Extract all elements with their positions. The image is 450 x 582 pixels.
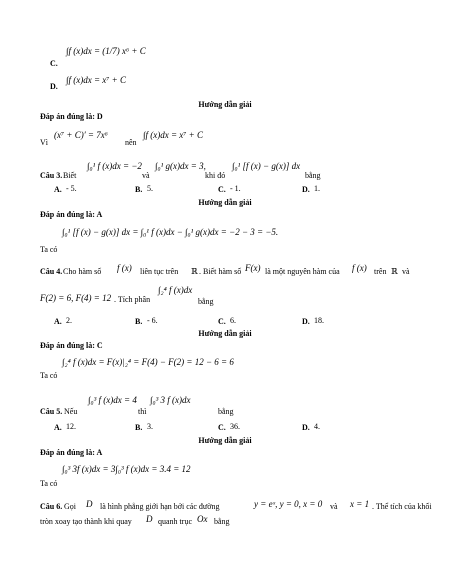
question-3-khido: khi đó (205, 171, 226, 180)
q5-option-b-value: 3. (147, 422, 153, 431)
ta-co-3: Ta có (40, 479, 58, 488)
vi-math-2: ∫f (x)dx = x⁷ + C (143, 130, 203, 140)
question-4-label: Câu 4. (40, 267, 63, 276)
question-6-Ox: Ox (197, 514, 208, 524)
question-4-R: ℝ (191, 267, 198, 276)
question-6-bang: bằng (214, 517, 230, 526)
option-c-label: C. (50, 59, 58, 68)
question-4-bang: bằng (198, 297, 214, 306)
q3-option-d-value: 1. (314, 184, 320, 193)
question-3-biet: Biết (63, 171, 77, 180)
question-3-solution: ∫₀¹ [f (x) − g(x)] dx = ∫₀¹ f (x)dx − ∫₀¹ g(x)dx = −2 − 3 = −5. (62, 227, 279, 237)
question-6-text-2: là hình phẳng giới hạn bởi các đường (100, 502, 220, 511)
q3-option-b-label: B. (135, 185, 143, 194)
q5-option-d-value: 4. (314, 422, 320, 431)
q4-option-b-value: - 6. (147, 316, 158, 325)
question-3-va: và (142, 171, 150, 180)
question-3-integral-3: ∫₀¹ [f (x) − g(x)] dx (232, 161, 301, 171)
option-d-label: D. (50, 82, 58, 91)
ta-co-1: Ta có (40, 245, 58, 254)
question-3-label: Câu 3. (40, 171, 63, 180)
solution-heading-3: Hướng dẫn giải (198, 329, 252, 338)
q4-option-b-label: B. (135, 317, 143, 326)
answer-4: Đáp án đúng là: A (40, 448, 103, 457)
q5-option-a-value: 12. (66, 422, 76, 431)
vi-math-1: (x⁷ + C)′ = 7x⁶ (54, 130, 108, 140)
question-3-integral-2: ∫₀¹ g(x)dx = 3, (155, 161, 206, 171)
question-5-thi: thì (138, 407, 147, 416)
q4-option-a-value: 2. (66, 316, 72, 325)
question-4-text-7: . Tích phân (114, 295, 151, 304)
question-6-x1: x = 1 (350, 499, 370, 509)
answer-3: Đáp án đúng là: C (40, 341, 103, 350)
question-6-label: Câu 6. (40, 502, 63, 511)
question-6-va: và (330, 502, 338, 511)
q4-option-d-value: 18. (314, 316, 324, 325)
q3-option-a-label: A. (54, 185, 62, 194)
q5-option-d-label: D. (302, 423, 310, 432)
q3-option-c-value: - 1. (230, 184, 241, 193)
question-6-D-2: D (146, 514, 153, 524)
question-4-R-2: ℝ (391, 267, 398, 276)
question-6-text-5: quanh trục (158, 517, 192, 526)
question-4-text-6: và (402, 267, 410, 276)
q3-option-d-label: D. (302, 185, 310, 194)
q4-option-c-label: C. (218, 317, 226, 326)
question-6-D: D (86, 499, 93, 509)
question-4-text-5: trên (374, 267, 387, 276)
question-4-integral: ∫₂⁴ f (x)dx (158, 285, 193, 295)
question-5-bang: bằng (218, 407, 234, 416)
q3-option-a-value: - 5. (66, 184, 77, 193)
question-6-equations: y = eˣ, y = 0, x = 0 (254, 499, 323, 509)
question-6-text-3: . Thể tích của khối (372, 502, 432, 511)
question-5-neu: Nếu (64, 407, 78, 416)
q5-option-c-label: C. (218, 423, 226, 432)
question-4-condition: F(2) = 6, F(4) = 12 (40, 293, 112, 303)
answer-1: Đáp án đúng là: D (40, 112, 103, 121)
question-4-text-3: . Biết hàm số (199, 267, 242, 276)
vi-word: Vì (40, 138, 48, 147)
question-4-text-1: Cho hàm số (63, 267, 102, 276)
question-4-solution: ∫₂⁴ f (x)dx = F(x)|₂⁴ = F(4) − F(2) = 12 − 6 = 6 (62, 357, 234, 367)
question-4-text-4: là một nguyên hàm của (265, 267, 340, 276)
solution-heading-4: Hướng dẫn giải (198, 436, 252, 445)
question-5-integral-1: ∫₀³ f (x)dx = 4 (88, 395, 137, 405)
question-4-fx: f (x) (117, 263, 132, 273)
q3-option-c-label: C. (218, 185, 226, 194)
q4-option-a-label: A. (54, 317, 62, 326)
q4-option-c-value: 6. (230, 316, 236, 325)
q5-option-b-label: B. (135, 423, 143, 432)
question-4-fx-2: f (x) (352, 263, 367, 273)
q5-option-a-label: A. (54, 423, 62, 432)
vi-nen: nên (125, 138, 137, 147)
question-5-integral-2: ∫₀³ 3 f (x)dx (150, 395, 191, 405)
q3-option-b-value: 5. (147, 184, 153, 193)
question-3-bang: bằng (305, 171, 321, 180)
question-5-solution: ∫₀³ 3f (x)dx = 3∫₀³ f (x)dx = 3.4 = 12 (62, 464, 191, 474)
q4-option-d-label: D. (302, 317, 310, 326)
question-6-text-4: tròn xoay tạo thành khi quay (40, 517, 132, 526)
answer-2: Đáp án đúng là: A (40, 210, 103, 219)
solution-heading-2: Hướng dẫn giải (198, 198, 252, 207)
ta-co-2: Ta có (40, 371, 58, 380)
question-6-text-1: Gọi (64, 502, 76, 511)
option-c-math: ∫f (x)dx = (1/7) x⁶ + C (66, 46, 146, 56)
q5-option-c-value: 36. (230, 422, 240, 431)
question-5-label: Câu 5. (40, 407, 63, 416)
question-4-text-2: liên tục trên (140, 267, 179, 276)
option-d-math: ∫f (x)dx = x⁷ + C (66, 75, 126, 85)
question-3-integral-1: ∫₀¹ f (x)dx = −2 (87, 161, 142, 171)
solution-heading-1: Hướng dẫn giải (198, 100, 252, 109)
question-4-Fx: F(x) (245, 263, 261, 273)
